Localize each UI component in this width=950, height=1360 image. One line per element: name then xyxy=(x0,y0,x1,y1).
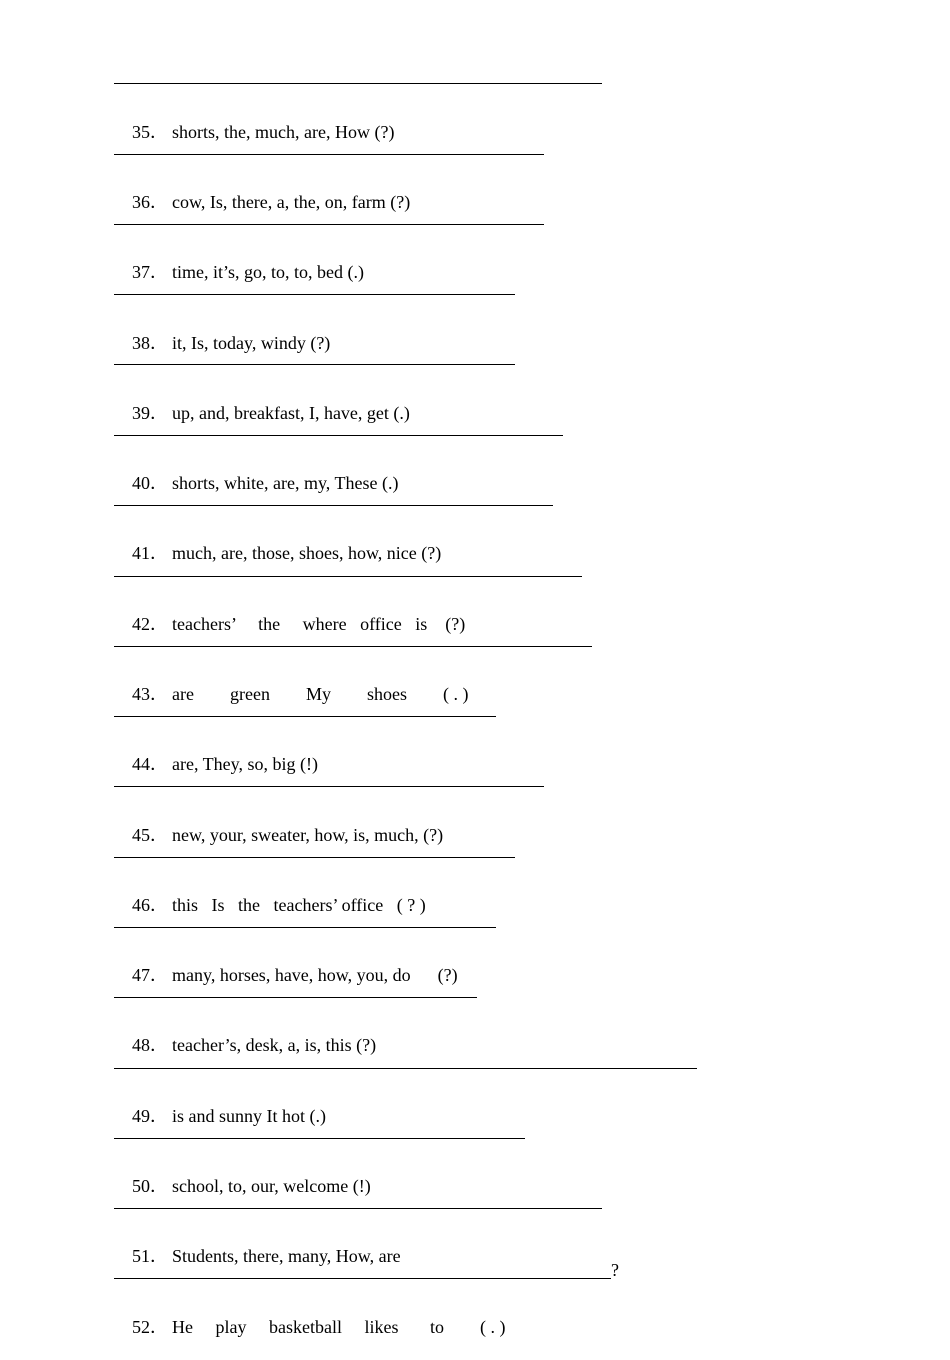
question-number: 52． xyxy=(132,1317,168,1337)
question-49 xyxy=(114,1083,326,1149)
question-50 xyxy=(114,1153,371,1219)
question-number: 50． xyxy=(132,1176,168,1196)
question-45 xyxy=(114,802,443,868)
question-number: 43． xyxy=(132,684,168,704)
question-42 xyxy=(114,591,465,657)
question-words: new, your, sweater, how, is, much, (?) xyxy=(172,825,444,845)
question-number: 39． xyxy=(132,403,168,423)
question-words: teachers’ the where office is (?) xyxy=(172,614,466,634)
question-number: 38． xyxy=(132,333,168,353)
question-words: much, are, those, shoes, how, nice (?) xyxy=(172,543,442,563)
question-words: Students, there, many, How, are xyxy=(172,1246,401,1266)
question-words: this Is the teachers’ office ( ? ) xyxy=(172,895,426,915)
question-38 xyxy=(114,310,330,376)
question-words: teacher’s, desk, a, is, this (?) xyxy=(172,1035,377,1055)
question-number: 44． xyxy=(132,754,168,774)
question-43 xyxy=(114,661,468,727)
question-words: time, it’s, go, to, to, bed (.) xyxy=(172,262,364,282)
question-46 xyxy=(114,872,426,938)
question-words: cow, Is, there, a, the, on, farm (?) xyxy=(172,192,411,212)
question-words: school, to, our, welcome (!) xyxy=(172,1176,371,1196)
question-words: are, They, so, big (!) xyxy=(172,754,318,774)
question-39 xyxy=(114,380,410,446)
line-end-question-mark: ? xyxy=(611,1260,619,1280)
question-words: many, horses, have, how, you, do (?) xyxy=(172,965,458,985)
question-35 xyxy=(114,99,394,165)
question-number: 51． xyxy=(132,1246,168,1266)
question-44 xyxy=(114,731,318,797)
answer-line[interactable] xyxy=(114,83,602,84)
question-words: it, Is, today, windy (?) xyxy=(172,333,331,353)
question-number: 47． xyxy=(132,965,168,985)
question-47 xyxy=(114,942,458,1008)
question-40 xyxy=(114,450,398,516)
question-words: up, and, breakfast, I, have, get (.) xyxy=(172,403,410,423)
question-37 xyxy=(114,239,364,305)
question-number: 49． xyxy=(132,1106,168,1126)
question-number: 41． xyxy=(132,543,168,563)
question-52 xyxy=(114,1294,505,1360)
question-words: shorts, white, are, my, These (.) xyxy=(172,473,399,493)
question-words: are green My shoes ( . ) xyxy=(172,684,469,704)
question-41 xyxy=(114,520,441,586)
question-number: 42． xyxy=(132,614,168,634)
question-number: 40． xyxy=(132,473,168,493)
question-number: 35． xyxy=(132,122,168,142)
question-48 xyxy=(114,1012,376,1078)
question-number: 45． xyxy=(132,825,168,845)
question-number: 48． xyxy=(132,1035,168,1055)
question-36 xyxy=(114,169,410,235)
question-number: 46． xyxy=(132,895,168,915)
question-words: shorts, the, much, are, How (?) xyxy=(172,122,395,142)
question-words: He play basketball likes to ( . ) xyxy=(172,1317,506,1337)
question-words: is and sunny It hot (.) xyxy=(172,1106,326,1126)
question-number: 36． xyxy=(132,192,168,212)
question-number: 37． xyxy=(132,262,168,282)
question-51 xyxy=(114,1223,401,1289)
